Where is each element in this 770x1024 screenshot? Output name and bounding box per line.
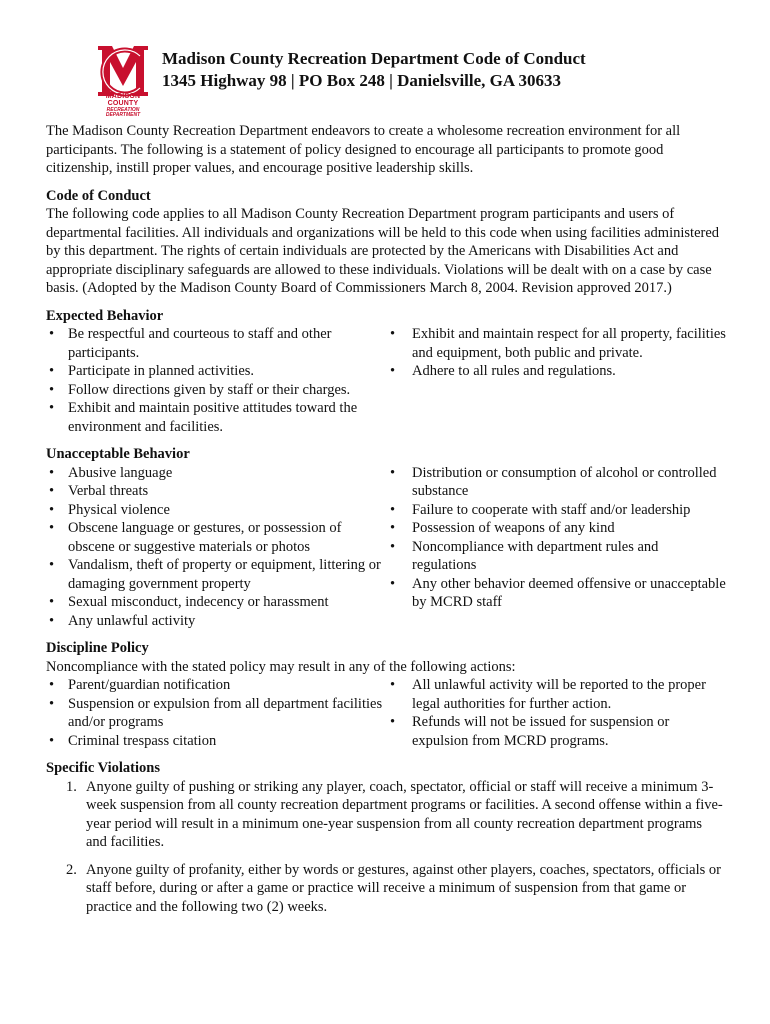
bullet-list-right bbox=[386, 325, 726, 381]
section-heading: Code of Conduct bbox=[46, 187, 151, 204]
list-item: • Exhibit and maintain respect for all property, facilities and equipment, both public and private. bbox=[386, 325, 726, 362]
list-item: • Adhere to all rules and regulations. bbox=[386, 362, 726, 381]
list-item: • Physical violence bbox=[46, 501, 386, 520]
violation-number: 1. bbox=[66, 778, 77, 795]
list-item: • Failure to cooperate with staff and/or leadership bbox=[386, 501, 726, 520]
list-item: • Verbal threats bbox=[46, 482, 386, 501]
violation-item bbox=[46, 861, 726, 917]
logo-line-1: MADISON COUNTY bbox=[105, 93, 141, 107]
list-item: • Any unlawful activity bbox=[46, 612, 386, 631]
unacceptable-behavior-section bbox=[46, 445, 726, 630]
document-header bbox=[162, 48, 586, 92]
list-item: • Sexual misconduct, indecency or harassment bbox=[46, 593, 386, 612]
violation-text: Anyone guilty of profanity, either by words or gestures, against other players, coaches, spectators, officials or staff before, during or after a game or practice will receive a minimum of suspension from that game or practice and the following two (2) weeks. bbox=[86, 861, 721, 915]
section-heading: Specific Violations bbox=[46, 760, 160, 776]
violations-list bbox=[46, 778, 726, 917]
list-item: • Possession of weapons of any kind bbox=[386, 519, 726, 538]
expected-behavior-section bbox=[46, 307, 726, 437]
section-heading: Unacceptable Behavior bbox=[46, 446, 190, 462]
bullet-list-left bbox=[46, 464, 386, 631]
logo-caption bbox=[92, 93, 154, 118]
code-of-conduct-text: The following code applies to all Madison County Recreation Department program participants and users of departmental facilities. All individuals and organizations will be held to this code when using facilities administered by this department. The rights of certain individuals are protected by the Americans with Disabilities Act and appropriate disciplinary safeguards are allowed to these individuals. Violations will be dealt with on a case by case basis. (Adopted by the Madison County Board of Commissioners March 8, 2004. Revision approved 2017.) bbox=[46, 206, 720, 296]
code-of-conduct-section bbox=[46, 187, 726, 298]
list-item: • Parent/guardian notification bbox=[46, 676, 386, 695]
list-item: • Follow directions given by staff or their charges. bbox=[46, 381, 386, 400]
bullet-list-left bbox=[46, 325, 386, 436]
section-heading: Expected Behavior bbox=[46, 307, 164, 324]
list-item: • Abusive language bbox=[46, 464, 386, 483]
bullet-list-right bbox=[386, 464, 726, 612]
page-title: Madison County Recreation Department Code of Conduct bbox=[162, 49, 586, 68]
bullet-list-right bbox=[386, 676, 726, 750]
discipline-policy-section bbox=[46, 639, 726, 750]
violation-item bbox=[46, 778, 726, 852]
list-item: • All unlawful activity will be reported to the proper legal authorities for further action. bbox=[386, 676, 726, 713]
violation-number: 2. bbox=[66, 861, 77, 878]
section-heading: Discipline Policy bbox=[46, 640, 149, 656]
list-item: • Participate in planned activities. bbox=[46, 362, 386, 381]
list-item: • Be respectful and courteous to staff and other participants. bbox=[46, 325, 386, 362]
list-item: • Obscene language or gestures, or possession of obscene or suggestive materials or photos bbox=[46, 519, 386, 556]
intro-paragraph: The Madison County Recreation Department endeavors to create a wholesome recreation environment for all participants. The following is a statement of policy designed to encourage all participants to promote good citizenship, instill proper values, and encourage positive leadership skills. bbox=[46, 123, 681, 176]
list-item: • Any other behavior deemed offensive or unacceptable by MCRD staff bbox=[386, 575, 726, 612]
address-line: 1345 Highway 98 | PO Box 248 | Danielsville, GA 30633 bbox=[162, 71, 561, 90]
specific-violations-section bbox=[46, 759, 726, 916]
list-item: • Distribution or consumption of alcohol or controlled substance bbox=[386, 464, 726, 501]
list-item: • Exhibit and maintain positive attitudes toward the environment and facilities. bbox=[46, 399, 386, 436]
list-item: • Noncompliance with department rules and regulations bbox=[386, 538, 726, 575]
bullet-list-left bbox=[46, 676, 386, 750]
document-body bbox=[46, 122, 726, 925]
violation-text: Anyone guilty of pushing or striking any player, coach, spectator, official or staff will receive a minimum 3-week suspension from all county recreation department programs or facilities. A second offense within a five-year period will result in a minimum one-year suspension from all county recreation department programs and facilities. bbox=[86, 778, 723, 850]
discipline-lead: Noncompliance with the stated policy may result in any of the following actions: bbox=[46, 658, 516, 675]
list-item: • Criminal trespass citation bbox=[46, 732, 386, 751]
list-item: • Refunds will not be issued for suspension or expulsion from MCRD programs. bbox=[386, 713, 726, 750]
logo-line-2: RECREATION DEPARTMENT bbox=[105, 107, 141, 118]
list-item: • Suspension or expulsion from all department facilities and/or programs bbox=[46, 695, 386, 732]
list-item: • Vandalism, theft of property or equipment, littering or damaging government property bbox=[46, 556, 386, 593]
